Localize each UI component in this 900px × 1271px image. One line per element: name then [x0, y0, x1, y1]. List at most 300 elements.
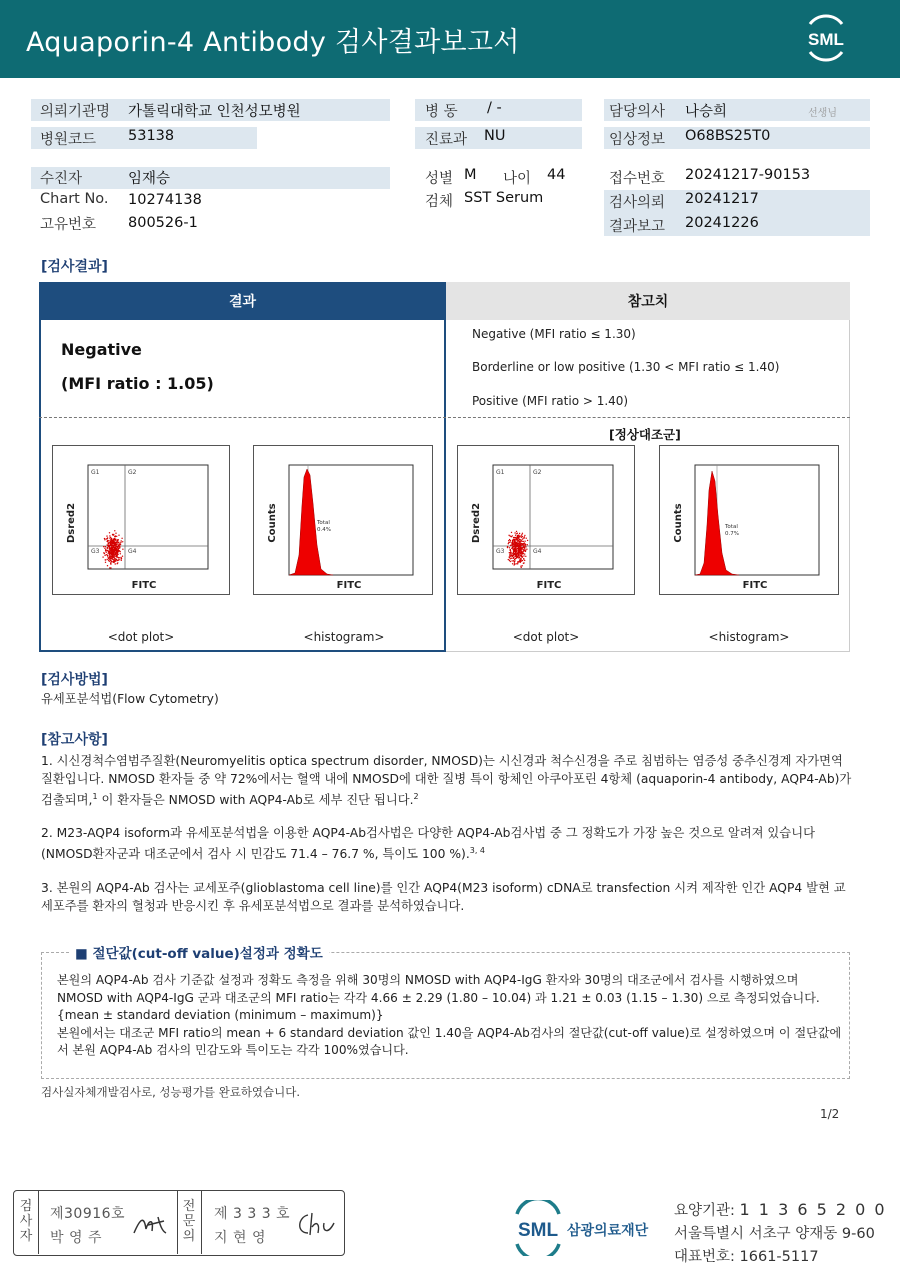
scatter-dot [106, 535, 107, 536]
scatter-dot [523, 558, 524, 559]
scatter-dot [111, 544, 112, 545]
histogram-caption: <histogram> [303, 630, 385, 644]
scatter-dot [522, 533, 523, 534]
clinical-label: 임상정보 [609, 132, 666, 148]
report-date-value: 20241226 [685, 215, 759, 231]
scatter-dot [516, 563, 517, 564]
scatter-dot [517, 536, 518, 537]
scatter-dot [526, 538, 527, 539]
scatter-dot [109, 535, 110, 536]
scatter-dot [105, 546, 106, 547]
footer-brand-name: 삼광의료재단 [567, 1223, 649, 1239]
report-title: Aquaporin-4 Antibody 검사결과보고서 [26, 27, 520, 58]
cutoff-paragraph-2: 본원에서는 대조군 MFI ratio의 mean + 6 standard deviation 값인 1.40을 AQP4-Ab검사의 절단값(cut-off value)로 설정하였으며 이 절단값에서 본원 AQP4-Ab 검사의 민감도와 특이도는 각각 100%였습니다. [57, 1025, 842, 1057]
scatter-dot [109, 557, 110, 558]
scatter-dot [121, 560, 122, 561]
reference-negative: Negative (MFI ratio ≤ 1.30) [472, 327, 636, 341]
ward-label: 병 동 [425, 104, 458, 120]
scatter-dot [113, 561, 114, 562]
institution-value: 가톨릭대학교 인천성모병원 [128, 104, 301, 120]
scatter-dot [520, 566, 521, 567]
scatter-dot [519, 533, 520, 534]
scatter-dot [114, 545, 115, 546]
specialist-license: 제 3 3 3 호 [214, 1206, 291, 1222]
scatter-dot [121, 540, 122, 541]
scatter-dot [108, 553, 109, 554]
scatter-dot [510, 540, 511, 541]
control-dot-plot [457, 445, 635, 595]
code-label: 병원코드 [40, 132, 97, 148]
scatter-dot [118, 542, 119, 543]
phone-value: 1661-5117 [739, 1249, 819, 1265]
patient-dot-plot [52, 445, 230, 595]
scatter-dot [516, 540, 517, 541]
scatter-dot [516, 557, 517, 558]
scatter-dot [122, 549, 123, 550]
scatter-dot [117, 539, 118, 540]
scatter-dot [107, 547, 108, 548]
scatter-dot [518, 554, 519, 555]
note-2 [41, 824, 853, 863]
uid-value: 800526-1 [128, 215, 198, 231]
scatter-dot [102, 556, 103, 557]
scatter-dot [509, 539, 510, 540]
gate-label: G3 [496, 548, 505, 555]
scatter-dot [518, 540, 519, 541]
report-date-label: 결과보고 [609, 219, 666, 235]
scatter-dot [524, 553, 525, 554]
scatter-dot [111, 543, 112, 544]
method-text: 유세포분석법(Flow Cytometry) [41, 692, 219, 706]
scatter-dot [517, 544, 518, 545]
specialist-name: 지 현 영 [214, 1230, 266, 1246]
scatter-dot [519, 555, 520, 556]
scatter-dot [515, 552, 516, 553]
scatter-dot [107, 559, 108, 560]
scatter-dot [523, 541, 524, 542]
scatter-dot [514, 548, 515, 549]
reference-positive: Positive (MFI ratio > 1.40) [472, 394, 629, 408]
scatter-dot [108, 551, 109, 552]
scatter-dot [112, 555, 113, 556]
scatter-dot [514, 540, 515, 541]
specimen-value: SST Serum [464, 190, 544, 206]
scatter-dot [115, 536, 116, 537]
scatter-dot [523, 549, 524, 550]
scatter-dot [115, 554, 116, 555]
phone-label: 대표번호: [674, 1249, 735, 1265]
gate-label: G1 [91, 469, 100, 476]
result-status: Negative [61, 340, 142, 359]
scatter-dot [510, 545, 511, 546]
page-number: 1/2 [820, 1107, 840, 1121]
method-section-title: [검사방법] [41, 672, 108, 688]
scatter-dot [116, 555, 117, 556]
scatter-dot [110, 560, 111, 561]
scatter-dot [512, 546, 513, 547]
inspector-name: 박 영 주 [50, 1230, 102, 1246]
scatter-dot [524, 536, 525, 537]
scatter-dot [508, 540, 509, 541]
scatter-dot [512, 563, 513, 564]
scatter-dot [114, 542, 115, 543]
scatter-dot [515, 544, 516, 545]
scatter-dot [522, 565, 523, 566]
scatter-dot [517, 542, 518, 543]
scatter-dot [107, 555, 108, 556]
scatter-dot [113, 560, 114, 561]
scatter-dot [117, 563, 118, 564]
dot-y-axis: Dsred2 [471, 502, 482, 544]
scatter-dot [105, 549, 106, 550]
scatter-dot [106, 541, 107, 542]
inspector-signature [130, 1211, 170, 1241]
scatter-dot [517, 563, 518, 564]
patient-histogram [253, 445, 433, 595]
dept-value: NU [484, 128, 506, 144]
scatter-dot [122, 541, 123, 542]
scatter-dot [114, 557, 115, 558]
scatter-dot [523, 543, 524, 544]
hist-x-axis: FITC [742, 580, 768, 591]
note-1 [41, 752, 853, 809]
scatter-dot [115, 542, 116, 543]
scatter-dot [521, 534, 522, 535]
scatter-dot [521, 540, 522, 541]
info-bar [31, 167, 390, 189]
scatter-dot [112, 549, 113, 550]
scatter-dot [118, 545, 119, 546]
scatter-dot [115, 558, 116, 559]
scatter-dot [117, 557, 118, 558]
scatter-dot [119, 557, 120, 558]
scatter-dot [521, 555, 522, 556]
result-table [39, 282, 850, 652]
note-3: 3. 본원의 AQP4-Ab 검사는 교세포주(glioblastoma cell line)를 인간 AQP4(M23 isoform) cDNA로 transfection 시켜 제작한 인간 AQP4 발현 교세포주를 환자의 혈청과 반응시킨 후 유세포분석법으로 결과를 분석하였습니다. [41, 881, 846, 913]
scatter-dot [522, 552, 523, 553]
scatter-dot [113, 543, 114, 544]
scatter-dot [524, 548, 525, 549]
scatter-dot [508, 543, 509, 544]
reference-borderline: Borderline or low positive (1.30 < MFI ratio ≤ 1.40) [472, 360, 780, 374]
note-2-sup: 3, 4 [469, 846, 486, 855]
scatter-dot [523, 551, 524, 552]
scatter-dot [118, 548, 119, 549]
scatter-dot [516, 531, 517, 532]
institution-label: 의뢰기관명 [40, 104, 111, 120]
cutoff-title: ■ 절단값(cut-off value)설정과 정확도 [69, 942, 329, 962]
scatter-dot [114, 544, 115, 545]
scatter-dot [507, 547, 508, 548]
hist-y-axis: Counts [673, 503, 684, 543]
code-label: 요양기관: [674, 1203, 735, 1219]
gate-label: G4 [533, 548, 542, 555]
scatter-dot [513, 560, 514, 561]
clinical-value: O68BS25T0 [685, 128, 771, 144]
note-2-text: 2. M23-AQP4 isoform과 유세포분석법을 이용한 AQP4-Ab검사법은 다양한 AQP4-Ab검사법 중 그 정확도가 가장 높은 것으로 알려져 있습니다(NMOSD환자군과 대조군에서 검사 시 민감도 71.4 – 76.7 %, 특이도 100 %). [41, 826, 815, 862]
scatter-dot [104, 538, 105, 539]
scatter-dot [115, 539, 116, 540]
scatter-dot [515, 549, 516, 550]
gate-label: G2 [533, 469, 542, 476]
scatter-dot [110, 553, 111, 554]
scatter-dot [120, 542, 121, 543]
scatter-dot [522, 538, 523, 539]
results-section-title: [검사결과] [41, 259, 108, 275]
scatter-dot [103, 546, 104, 547]
notes-section-title: [참고사항] [41, 732, 108, 748]
scatter-dot [521, 545, 522, 546]
scatter-dot [514, 554, 515, 555]
scatter-dot [510, 561, 511, 562]
scatter-dot [514, 562, 515, 563]
scatter-dot [104, 539, 105, 540]
scatter-dot [515, 537, 516, 538]
note-1-text-b: 이 환자들은 NMOSD with AQP4-Ab로 세부 진단 됩니다. [97, 793, 414, 808]
gate-label: G1 [496, 469, 505, 476]
scatter-dot [508, 535, 509, 536]
report-header [0, 0, 900, 78]
scatter-dot [524, 541, 525, 542]
hist-total: Total [725, 524, 738, 530]
scatter-dot [525, 556, 526, 557]
scatter-dot [527, 540, 528, 541]
chart-label: Chart No. [40, 191, 109, 207]
hist-x-axis: FITC [336, 580, 362, 591]
request-value: 20241217 [685, 191, 759, 207]
scatter-dot [114, 551, 115, 552]
chart-value: 10274138 [128, 192, 202, 208]
doctor-value: 나승희 [685, 104, 728, 120]
scatter-dot [522, 536, 523, 537]
scatter-dot [518, 551, 519, 552]
note-1-sup1: 1 [92, 792, 98, 801]
dot-x-axis: FITC [131, 580, 157, 591]
specimen-label: 검체 [425, 194, 454, 210]
scatter-dot [513, 557, 514, 558]
scatter-dot [109, 547, 110, 548]
scatter-dot [524, 545, 525, 546]
scatter-dot [517, 546, 518, 547]
scatter-dot [110, 543, 111, 544]
scatter-dot [524, 535, 525, 536]
scatter-dot [109, 532, 110, 533]
scatter-dot [522, 547, 523, 548]
doctor-suffix: 선생님 [808, 108, 837, 119]
scatter-dot [113, 539, 114, 540]
scatter-dot [509, 557, 510, 558]
scatter-dot [120, 551, 121, 552]
specialist-signature [294, 1209, 338, 1241]
scatter-dot [513, 542, 514, 543]
signature-box [13, 1190, 345, 1256]
scatter-dot [110, 550, 111, 551]
hist-percent: 0.7% [725, 531, 739, 537]
cutoff-text [57, 972, 843, 1060]
control-group-label: [정상대조군] [609, 427, 681, 442]
scatter-dot [515, 543, 516, 544]
scatter-dot [107, 565, 108, 566]
scatter-dot [522, 556, 523, 557]
scatter-dot [122, 556, 123, 557]
scatter-dot [106, 538, 107, 539]
scatter-dot [520, 548, 521, 549]
hist-percent: 0.4% [317, 527, 331, 533]
scatter-dot [525, 551, 526, 552]
scatter-dot [120, 544, 121, 545]
ward-value: / - [487, 100, 502, 116]
institution-code [674, 1199, 887, 1220]
uid-label: 고유번호 [40, 217, 97, 233]
scatter-dot [114, 561, 115, 562]
dot-y-axis: Dsred2 [66, 502, 77, 544]
scatter-dot [520, 561, 521, 562]
scatter-dot [104, 548, 105, 549]
scatter-dot [516, 539, 517, 540]
scatter-dot [518, 549, 519, 550]
sex-label: 성별 [425, 171, 454, 187]
scatter-dot [116, 552, 117, 553]
footer-phone [674, 1245, 819, 1266]
request-label: 검사의뢰 [609, 195, 666, 211]
cutoff-paragraph-1: 본원의 AQP4-Ab 검사 기준값 설정과 정확도 측정을 위해 30명의 NMOSD with AQP4-IgG 환자와 30명의 대조군에서 검사를 시행하였으며 NMOSD with AQP4-IgG 군과 대조군의 MFI ratio는 각각 4.66 ± 2.29 (1.80 – 10.04) 과 1.21 ± 0.03 (1.15 – 1.30) 으로 측정되었습니다. {mean ± standard deviation (minimum – maximum)} [57, 973, 820, 1022]
scatter-dot [515, 535, 516, 536]
scatter-dot [111, 538, 112, 539]
scatter-dot [112, 557, 113, 558]
scatter-dot [110, 539, 111, 540]
note-1-sup2: 2 [413, 792, 419, 801]
scatter-dot [523, 555, 524, 556]
result-header: 결과 [39, 282, 446, 320]
scatter-dot [512, 544, 513, 545]
scatter-dot [514, 556, 515, 557]
scatter-dot [104, 555, 105, 556]
patient-value: 임재승 [128, 171, 171, 187]
note-1-text-a: 1. 시신경척수염범주질환(Neuromyelitis optica spectrum disorder, NMOSD)는 시신경과 척수신경을 주로 침범하는 염증성 중추신경계 자가면역 질환입니다. NMOSD 환자들 중 약 72%에서는 혈액 내에 NMOSD에 대한 질병 특이 항체인 아쿠아포린 4항체 (aquaporin-4 antibody, AQP4-Ab)가 검출되며, [41, 754, 852, 808]
sml-logo [798, 10, 854, 66]
scatter-dot [510, 550, 511, 551]
scatter-dot [523, 538, 524, 539]
scatter-dot [109, 551, 110, 552]
scatter-dot [108, 545, 109, 546]
scatter-dot [524, 560, 525, 561]
dot-plot-caption: <dot plot> [512, 630, 580, 644]
scatter-dot [524, 547, 525, 548]
scatter-dot [521, 567, 522, 568]
scatter-dot [121, 558, 122, 559]
scatter-dot [511, 560, 512, 561]
scatter-dot [521, 543, 522, 544]
scatter-dot [514, 532, 515, 533]
scatter-dot [106, 552, 107, 553]
gate-label: G2 [128, 469, 137, 476]
hist-total: Total [317, 520, 330, 526]
scatter-dot [107, 537, 108, 538]
scatter-dot [511, 532, 512, 533]
scatter-dot [110, 556, 111, 557]
code-value: 1 1 3 6 5 2 0 0 [739, 1200, 887, 1219]
scatter-dot [516, 533, 517, 534]
scatter-dot [514, 560, 515, 561]
scatter-dot [113, 541, 114, 542]
code-value: 53138 [128, 128, 175, 144]
scatter-dot [518, 545, 519, 546]
dot-plot-caption: <dot plot> [107, 630, 175, 644]
scatter-dot [520, 550, 521, 551]
scatter-dot [110, 558, 111, 559]
scatter-dot [113, 534, 114, 535]
inspector-vertical-label: 검 사 자 [19, 1199, 33, 1244]
scatter-dot [508, 559, 509, 560]
gate-label: G3 [91, 548, 100, 555]
scatter-dot [112, 545, 113, 546]
scatter-dot [112, 553, 113, 554]
logo-text: SML [808, 30, 844, 49]
gate-label: G4 [128, 548, 137, 555]
sex-value: M [464, 167, 477, 183]
scatter-dot [510, 558, 511, 559]
footer-address: 서울특별시 서초구 양재동 9-60 [674, 1226, 875, 1242]
scatter-dot [110, 567, 111, 568]
scatter-dot [523, 563, 524, 564]
scatter-dot [514, 546, 515, 547]
scatter-dot [117, 550, 118, 551]
footer-logo-text: SML [517, 1220, 559, 1241]
scatter-dot [116, 560, 117, 561]
scatter-dot [109, 537, 110, 538]
scatter-dot [518, 555, 519, 556]
scatter-dot [112, 559, 113, 560]
scatter-dot [113, 553, 114, 554]
scatter-dot [115, 563, 116, 564]
scatter-dot [115, 533, 116, 534]
scatter-dot [112, 546, 113, 547]
receipt-value: 20241217-90153 [685, 167, 811, 183]
scatter-dot [510, 556, 511, 557]
scatter-dot [519, 536, 520, 537]
scatter-dot [513, 552, 514, 553]
scatter-dot [104, 553, 105, 554]
specialist-vertical-label: 전 문 의 [182, 1199, 196, 1244]
age-label: 나이 [503, 171, 532, 187]
scatter-dot [120, 553, 121, 554]
age-value: 44 [547, 167, 566, 183]
footnote: 검사실자체개발검사로, 성능평가를 완료하였습니다. [41, 1085, 301, 1099]
scatter-dot [107, 550, 108, 551]
scatter-dot [519, 542, 520, 543]
scatter-dot [520, 553, 521, 554]
scatter-dot [510, 554, 511, 555]
scatter-dot [117, 543, 118, 544]
scatter-dot [118, 551, 119, 552]
histogram-caption: <histogram> [708, 630, 790, 644]
scatter-dot [520, 558, 521, 559]
scatter-dot [526, 549, 527, 550]
scatter-dot [525, 544, 526, 545]
control-histogram [659, 445, 839, 595]
scatter-dot [115, 549, 116, 550]
hist-y-axis: Counts [267, 503, 278, 543]
divider [39, 417, 850, 418]
scatter-dot [116, 536, 117, 537]
reference-header: 참고치 [446, 282, 850, 320]
inspector-license: 제30916호 [50, 1206, 126, 1222]
scatter-dot [527, 544, 528, 545]
result-mfi: (MFI ratio : 1.05) [61, 374, 214, 393]
doctor-label: 담당의사 [609, 104, 666, 120]
scatter-dot [118, 535, 119, 536]
dept-label: 진료과 [425, 132, 468, 148]
